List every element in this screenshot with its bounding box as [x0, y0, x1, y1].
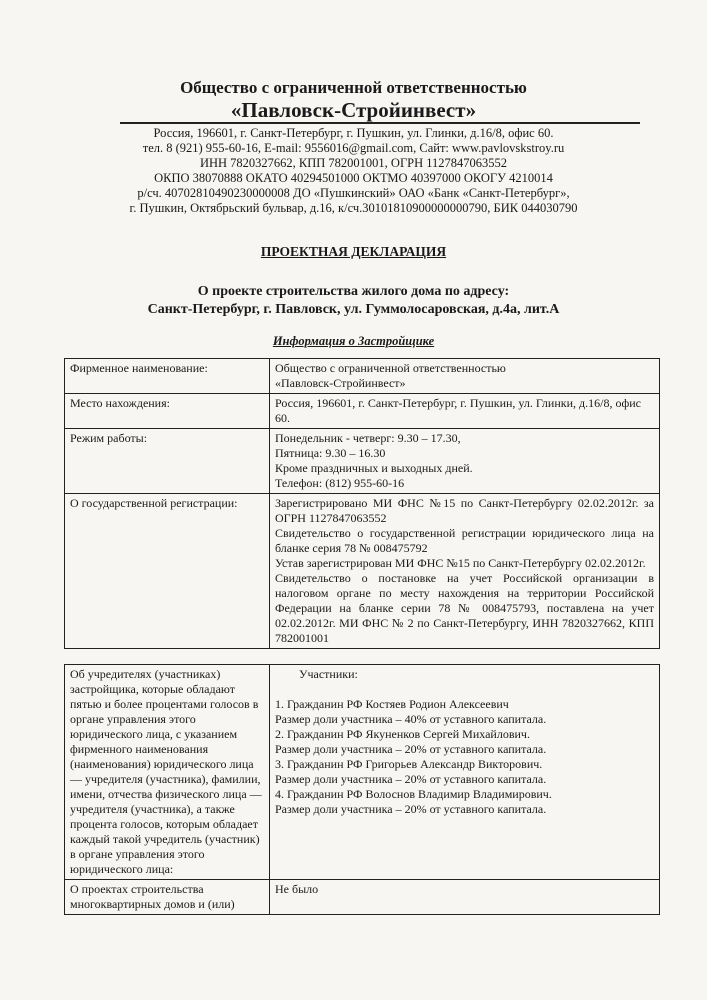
table-row [65, 429, 660, 494]
header-divider [120, 122, 640, 124]
participant-line: 1. Гражданин РФ Костяев Родион Алексеевич [275, 697, 509, 711]
participant-line: 2. Гражданин РФ Якуненков Сергей Михайлович. [275, 727, 530, 741]
row-value [270, 394, 660, 429]
row-value-line: Телефон: (812) 955-60-16 [275, 476, 405, 490]
row-label: Фирменное наименование: [65, 359, 270, 394]
row-label: Режим работы: [65, 429, 270, 494]
row-value-line: Кроме праздничных и выходных дней. [275, 461, 473, 475]
document-title: ПРОЕКТНАЯ ДЕКЛАРАЦИЯ [260, 244, 447, 259]
participant-line: 3. Гражданин РФ Григорьев Александр Викторович. [275, 757, 543, 771]
row-value-line: Пятница: 9.30 – 16.30 [275, 446, 386, 460]
founders-label: Об учредителях (участниках) застройщика, которые обладают пятью и более процентами голосов в органе управления этого юридического лица, с указанием фирменного наименования (наименования) юридического лица — учредителя (участника), фамилии, имени, отчества физического лица — учредителя (участника), а также процента голосов, которым обладает каждый такой учредитель (участник) в органе управления этого юридического лица: [65, 665, 270, 880]
requisites-line: ОКПО 38070888 ОКАТО 40294501000 ОКТМО 40397000 ОКОГУ 4210014 [154, 171, 553, 185]
project-address: Санкт-Петербург, г. Павловск, ул. Гуммолосаровская, д.4а, лит.А [147, 302, 560, 317]
row-value-line: «Павловск-Стройинвест» [275, 376, 406, 390]
table-row [65, 665, 660, 880]
row-value-line: Свидетельство о постановке на учет Российской организации в налоговом органе по месту нахождения на территории Российской Федерации на бланке серии 78 № 008475793, поставлена на учет 02.02.2012г. МИ ФНС № 2 по Санкт-Петербургу, ИНН 7820327662, КПП 782001001 [275, 571, 654, 645]
row-value-line: Устав зарегистрирован МИ ФНС №15 по Санкт-Петербургу 02.02.2012г. [275, 556, 646, 570]
requisites-line: р/сч. 40702810490230000008 ДО «Пушкинский» ОАО «Банк «Санкт-Петербург», [137, 186, 570, 200]
row-value [270, 429, 660, 494]
developer-info-table [64, 358, 660, 649]
participant-line: Размер доли участника – 20% от уставного капитала. [275, 772, 547, 786]
org-name-line1: Общество с ограниченной ответственностью [180, 78, 527, 97]
project-subtitle: О проекте строительства жилого дома по адресу: [197, 284, 510, 299]
table-row [65, 880, 660, 915]
row-value [270, 359, 660, 394]
participant-line: 4. Гражданин РФ Волоснов Владимир Владимирович. [275, 787, 552, 801]
table-row [65, 394, 660, 429]
row-value-line: Россия, 196601, г. Санкт-Петербург, г. Пушкин, ул. Глинки, д.16/8, офис 60. [275, 396, 641, 425]
org-name-line2: «Павловск-Стройинвест» [230, 98, 477, 122]
requisites-line: ИНН 7820327662, КПП 782001001, ОГРН 1127847063552 [199, 156, 508, 170]
section-heading: Информация о Застройщике [272, 334, 435, 348]
projects-value: Не было [270, 880, 660, 915]
requisites-line: тел. 8 (921) 955-60-16, E-mail: 9556016@gmail.com, Сайт: www.pavlovskstroy.ru [142, 141, 565, 155]
participants-heading: Участники: [299, 667, 358, 681]
row-label: Место нахождения: [65, 394, 270, 429]
participants-cell [270, 665, 660, 880]
table-row [65, 494, 660, 649]
row-value [270, 494, 660, 649]
founders-table [64, 664, 660, 915]
row-value-line: Общество с ограниченной ответственностью [275, 361, 506, 375]
requisites-line: г. Пушкин, Октябрьский бульвар, д.16, к/сч.30101810900000000790, БИК 044030790 [129, 201, 578, 215]
row-label: О государственной регистрации: [65, 494, 270, 649]
participant-line: Размер доли участника – 40% от уставного капитала. [275, 712, 547, 726]
row-value-line: Свидетельство о государственной регистрации юридического лица на бланке серия 78 № 008475792 [275, 526, 654, 555]
requisites-line: Россия, 196601, г. Санкт-Петербург, г. Пушкин, ул. Глинки, д.16/8, офис 60. [153, 126, 554, 140]
table-row [65, 359, 660, 394]
participant-line: Размер доли участника – 20% от уставного капитала. [275, 802, 547, 816]
participant-line: Размер доли участника – 20% от уставного капитала. [275, 742, 547, 756]
projects-label: О проектах строительства многоквартирных домов и (или) [65, 880, 270, 915]
row-value-line: Понедельник - четверг: 9.30 – 17.30, [275, 431, 461, 445]
row-value-line: Зарегистрировано МИ ФНС №15 по Санкт-Петербургу 02.02.2012г. за ОГРН 1127847063552 [275, 496, 654, 525]
